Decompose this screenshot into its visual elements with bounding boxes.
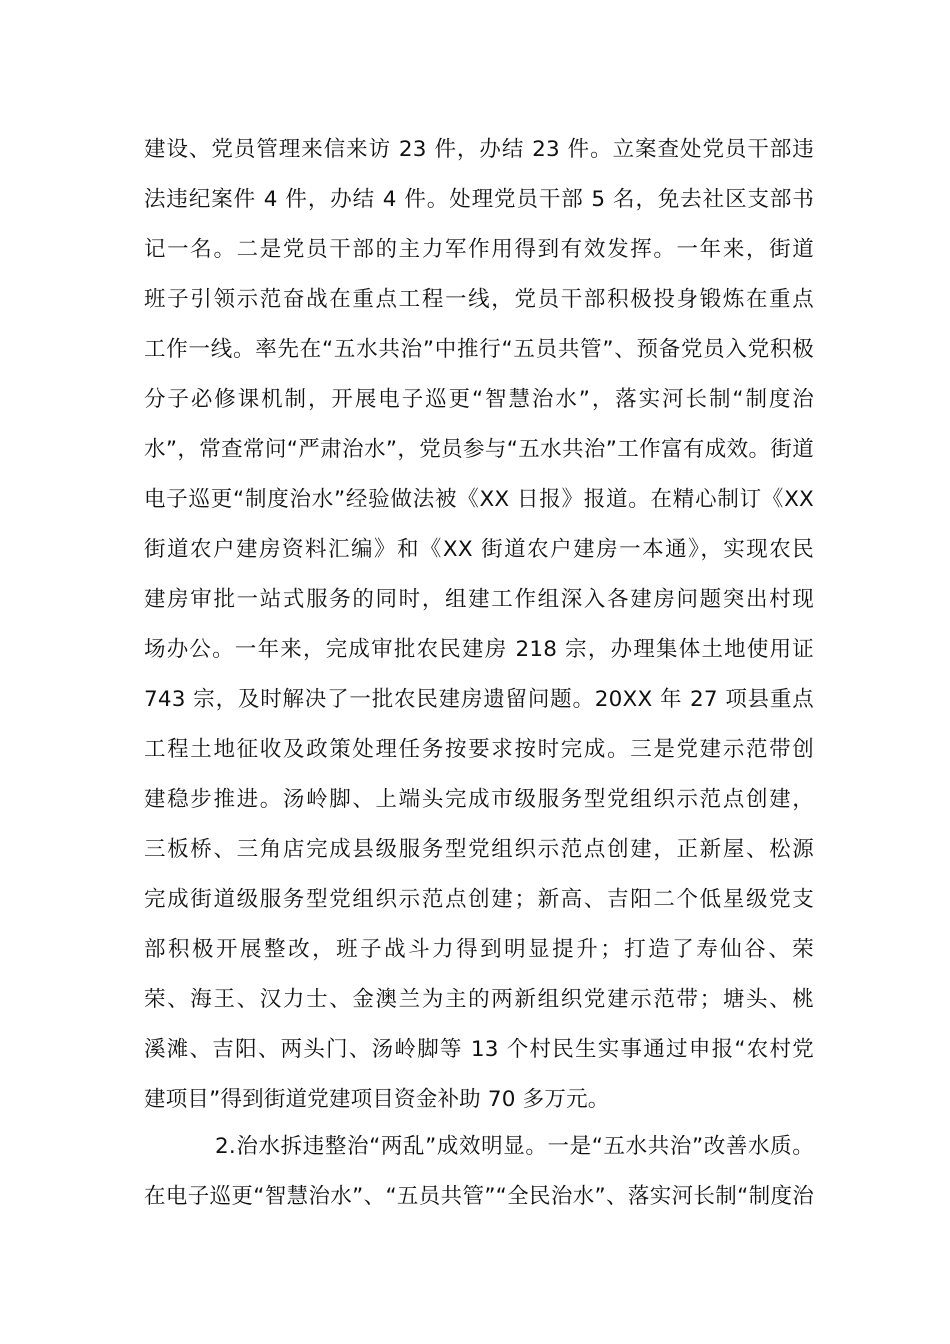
paragraph-line: 建稳步推进。汤岭脚、上端头完成市级服务型党组织示范点创建， <box>144 787 814 812</box>
paragraph-line: 班子引领示范奋战在重点工程一线，党员干部积极投身锻炼在重点 <box>144 287 814 312</box>
paragraph-line: 水”，常查常问“严肃治水”，党员参与“五水共治”工作富有成效。街道 <box>144 437 814 462</box>
paragraph-line: 743 宗，及时解决了一批农民建房遗留问题。20XX 年 27 项县重点 <box>144 687 814 712</box>
paragraph-line: 建设、党员管理来信来访 23 件，办结 23 件。立案查处党员干部违 <box>144 137 814 162</box>
paragraph-line: 街道农户建房资料汇编》和《XX 街道农户建房一本通》，实现农民 <box>144 537 814 562</box>
paragraph-line: 建房审批一站式服务的同时，组建工作组深入各建房问题突出村现 <box>144 587 814 612</box>
paragraph-line: 法违纪案件 4 件，办结 4 件。处理党员干部 5 名，免去社区支部书 <box>144 187 814 212</box>
paragraph-line: 建项目”得到街道党建项目资金补助 70 多万元。 <box>144 1087 610 1112</box>
paragraph-line: 电子巡更“制度治水”经验做法被《XX 日报》报道。在精心制订《XX <box>144 487 814 512</box>
paragraph-line: 荣、海王、汉力士、金澳兰为主的两新组织党建示范带；塘头、桃 <box>144 987 814 1012</box>
paragraph-line: 记一名。二是党员干部的主力军作用得到有效发挥。一年来，街道 <box>144 237 814 262</box>
paragraph-line: 三板桥、三角店完成县级服务型党组织示范点创建，正新屋、松源 <box>144 837 814 862</box>
paragraph-line: 分子必修课机制，开展电子巡更“智慧治水”，落实河长制“制度治 <box>144 387 814 412</box>
paragraph-line: 在电子巡更“智慧治水”、“五员共管”“全民治水”、落实河长制“制度治 <box>144 1184 814 1209</box>
paragraph-line: 工程土地征收及政策处理任务按要求按时完成。三是党建示范带创 <box>144 737 814 762</box>
paragraph-line: 场办公。一年来，完成审批农民建房 218 宗，办理集体土地使用证 <box>144 637 814 662</box>
paragraph-line: 工作一线。率先在“五水共治”中推行“五员共管”、预备党员入党积极 <box>144 337 814 362</box>
section-heading-line: 2.治水拆违整治“两乱”成效明显。一是“五水共治”改善水质。 <box>215 1134 814 1159</box>
paragraph-line: 部积极开展整改，班子战斗力得到明显提升；打造了寿仙谷、荣 <box>144 937 814 962</box>
paragraph-line: 溪滩、吉阳、两头门、汤岭脚等 13 个村民生实事通过申报“农村党 <box>144 1037 814 1062</box>
paragraph-line: 完成街道级服务型党组织示范点创建；新高、吉阳二个低星级党支 <box>144 887 814 912</box>
